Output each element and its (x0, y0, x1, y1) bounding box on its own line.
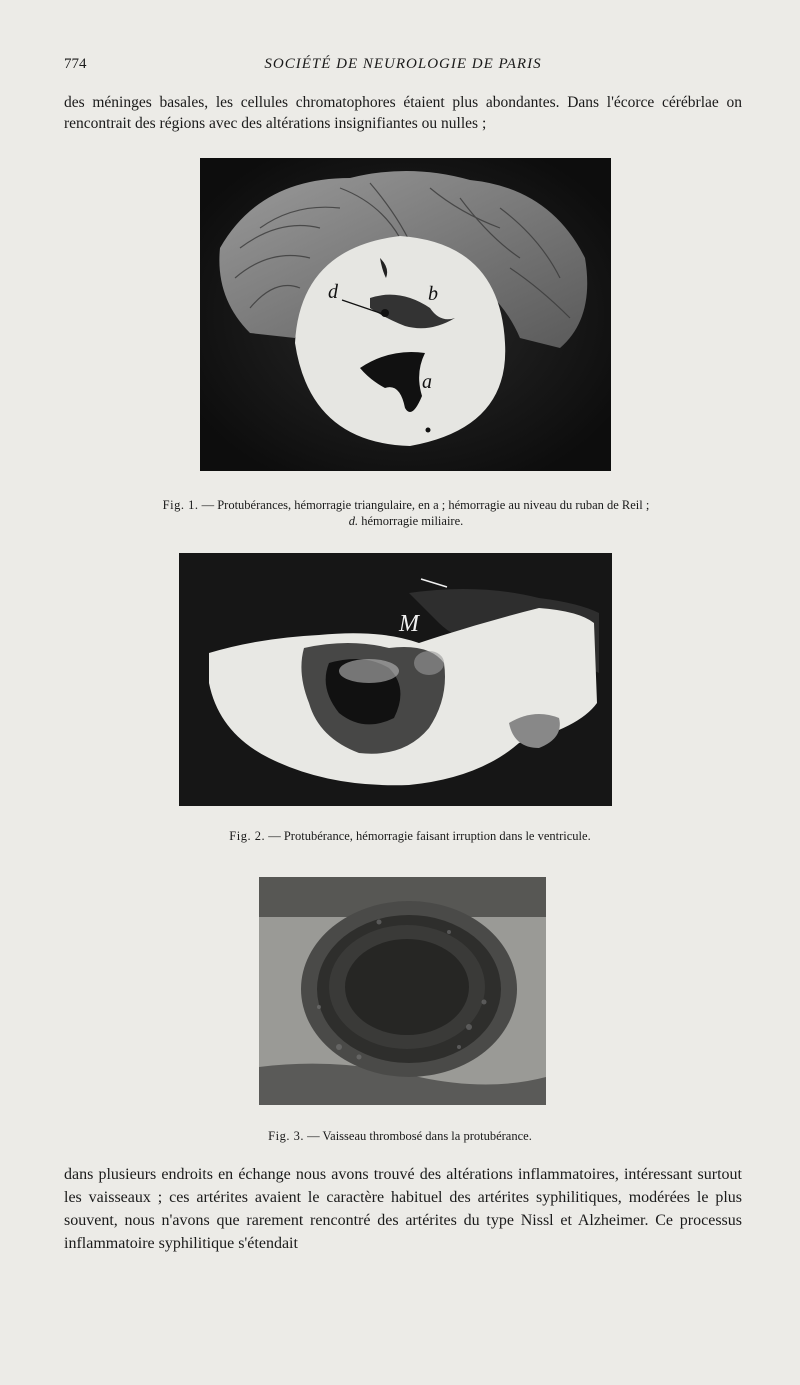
figure-1-caption-letter: d. (348, 514, 359, 528)
figure-1-photo (200, 158, 611, 471)
figure-3-caption (200, 1128, 600, 1144)
fig1-label-b: b (428, 283, 438, 305)
page-header (64, 56, 742, 80)
figure-1-caption-line2: hémorragie miliaire. (358, 514, 464, 528)
figure-3-caption-text: — Vaisseau thrombosé dans la protubérance. (303, 1129, 532, 1143)
top-paragraph: des méninges basales, les cellules chromatophores étaient plus abondantes. Dans l'écorce cérébrlae on rencontrait des régions avec des altérations insignifiantes ou nulles ; (64, 94, 742, 132)
figure-1-caption (80, 497, 732, 529)
figure-2-caption-text: — Protubérance, hémorragie faisant irruption dans le ventricule. (265, 829, 591, 843)
figure-1-caption-line1: — Protubérances, hémorragie triangulaire, en a ; hémorragie au niveau du ruban de Reil ; (198, 498, 650, 512)
figure-3-label: Fig. 3. (268, 1129, 304, 1143)
figure-1-label: Fig. 1. (162, 498, 199, 512)
fig1-label-d: d (328, 281, 338, 303)
figure-2-label: Fig. 2. (229, 829, 266, 843)
fig1-label-a: a (422, 371, 432, 393)
figure-2-photo (179, 553, 612, 806)
running-head: SOCIÉTÉ DE NEUROLOGIE DE PARIS (264, 56, 542, 72)
figure-3-photo (259, 877, 546, 1105)
bottom-paragraph: dans plusieurs endroits en échange nous avons trouvé des altérations inflammatoires, intéressant surtout les vaisseaux ; ces artérites avaient le caractère habituel des artérites syphilitiques, modérées le plus souvent, nous n'avons que rarement rencontré des artérites du type Nissl et Alzheimer. Ce processus inflammatoire syphilitique s'étendait (64, 1166, 742, 1252)
figure-2-caption (140, 828, 680, 844)
fig2-label-m: M (399, 611, 419, 637)
page-number: 774 (64, 56, 87, 72)
